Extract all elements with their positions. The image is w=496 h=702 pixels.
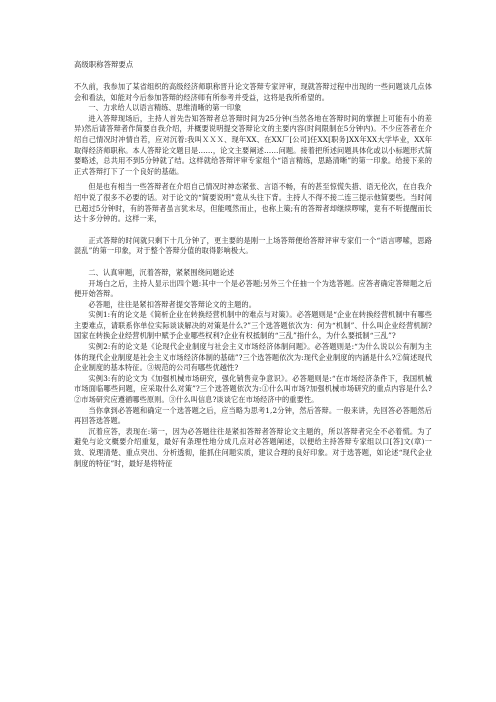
paragraph-remaining-time: 正式答辩的时间就只剩下十几分钟了，更主要的是刚一上场答辩便给答辩评审专家们一个“语言啰嗦，思路混乱”的第一印象，对于整个答辩分值的取得影响极大。 [74,235,432,256]
paragraph-gap [74,225,432,236]
section-heading-2: 二、认真审题，沉着答辩，紧紧围绕问题论述 [88,267,235,277]
paragraph-nervous-candidates: 但是也有相当一些答辩者在介绍自己情况时神态紧张、言语不畅，有的甚至惊慌失措、语无伦次，在自我介绍中说了很多不必要的话。对于论文的“简要说明”竟从头往下背。主持人不得不接二连三提示他简要些。当时间已超过5分钟时，有的答辩者虽言犹未尽，但能嘎然而止，也称上策;有的答辩者却继续啰嗦，竟有不听提醒而长达十多分钟的。这样一来， [74,182,432,224]
paragraph-self-introduction: 进入答辩现场后，主持人首先告知答辩者总答辩时间为25分钟(当然各地在答辩时间的掌握上可能有小的差异)然后请答辩者作简要自我介绍，并概要说明提交答辩论文的主要内容(时间限制在5分钟内)。不少应答者在介绍自己情况时冲情自若，应对沉着:我叫ＸＸＸ、现年XX、在XX厂[公司]任ⅩⅩ[职务]ⅩⅩ年XX大学毕业，XX年取得经济师职称。本人答辩论文题目是……，论文主要阐述……问题。接着把所述问题具体化或以小标题形式简要略述，总共用不到5分钟就了结。这样就给答辩评审专家组个“语言精练，思路清晰”的第一印象。给接下来的正式答辩打下了一个良好的基础。 [74,113,432,176]
paragraph-example-2: 实例2:有的论文是《论现代企业制度与社会主义市场经济体制问题》。必答题则是:“为什么说以公有制为主体的现代企业制度是社会主义市场经济体制的基础”?三个选答题依次为:现代企业制度的内涵是什么?②简述现代企业制度的基本特征。③规范的公司有哪些优越性? [74,342,432,373]
paragraph-think-first: 当你拿到必答题和确定一个选答题之后，应当略为思考1,2分钟，然后答辩。一般来讲，先回答必答题然后再回答选答题。 [74,405,432,426]
paragraph-calm-answer: 沉着应答，表现在:第一，因为必答题往往是紧扣答辩者答辩论文主题的，所以答辩者完全不必着慌。为了避免与论文概要介绍重复，最好有条理性地分成几点对必答题阐述，以便给主持答辩专家组以口[答]文(章)一致、说理清楚、重点突出、分析透彻，能抓住问题实质，建议合理的良好印象。对于选答题，如论述“现代企业制度的特征”时，最好是将特征 [74,426,432,468]
paragraph-gap [74,257,432,268]
paragraph-required-question: 必答题，往往是紧扣答辩者提交答辩论文的主题的。 [88,299,257,309]
paragraph-example-3: 实例3:有的论文为《加强机械市场研究，强化销售竞争意识》。必答题则是:“在市场经济条件下，我国机械市场面临哪些问题，应采取什么对策”?三个选答题依次为:①什么叫市场?加强机械市场研究的重点内容是什么?②市场研究应遵循哪些原则。③什么叫信息?谈谈它在市场经济中的重要性。 [74,373,432,405]
intro-paragraph: 不久前，我参加了某省组织的高级经济师职称晋升论文答辩专家评审，现就答辩过程中出现的一些问题谈几点体会和看法，如能对今后参加答辩的经济师有所参考并受益，这将是我所希望的。 [74,82,432,102]
section-heading-1: 一、力求给人以语言精练、思维清晰的第一印象 [88,103,242,113]
paragraph-opening: 开场白之后，主持人显示出四个题:其中一个是必答题;另外三个任抽一个为选答题。应答者确定答辩题之后便开始答辩。 [74,278,432,299]
document-title: 高级职称答辩要点 [74,60,134,69]
paragraph-example-1: 实例1:有的论文是《简析企业在转换经营机制中的难点与对策》。必答题则是“企业在转换经营机制中有哪些主要难点，请联系你单位实际谈谈解决的对策是什么?”三个选答题依次为：何为“机制”、什么叫企业经营机制?国家在转换企业经营机制中赋予企业哪些权利?企业有权抵制的“三乱”指什么，为什么要抵制“三乱”? [74,310,432,341]
